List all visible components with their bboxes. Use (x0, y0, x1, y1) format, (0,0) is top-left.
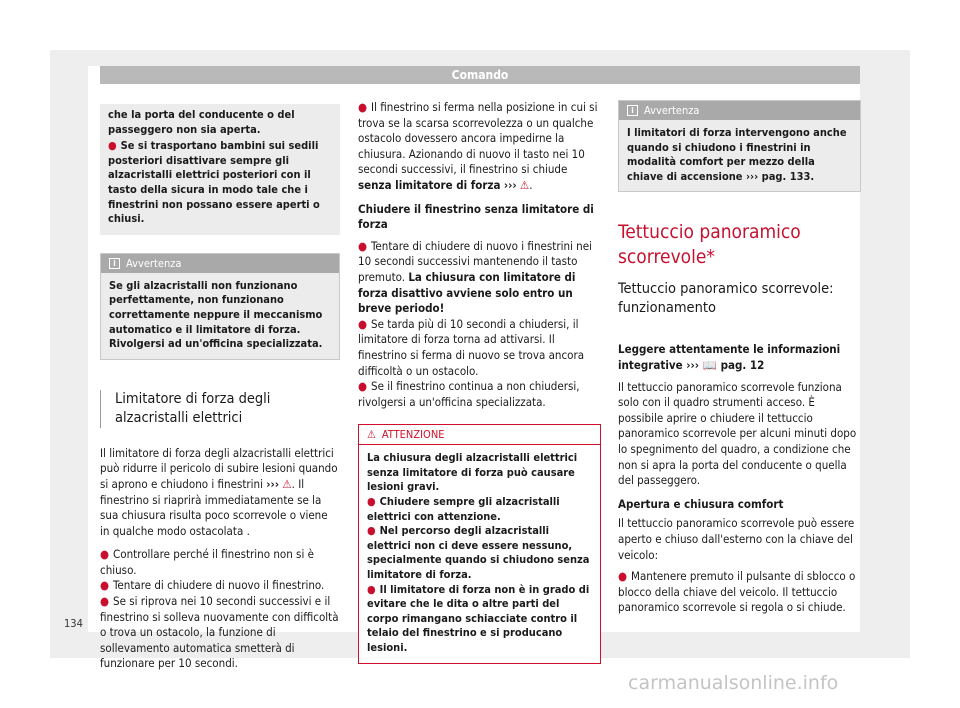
read-notice-text: Leggere attentamente le informazioni integrative (618, 342, 841, 372)
notice-body: Se gli alzacristalli non funzionano perfettamente, non funzionano correttamente neppure il meccanismo automatico e il limitatore di forza. Rivolgersi ad un'officina specializzata. (101, 273, 339, 359)
list-item-text: Se tarda più di 10 secondi a chiudersi, il limitatore di forza torna ad attivarsi. Il finestrino si ferma di nuovo se trova ancora difficoltà o un ostacolo. (358, 316, 585, 378)
column-1 (100, 104, 340, 672)
list-item-text: Se si riprova nei 10 secondi successivi e il finestrino si solleva nuovamente con difficoltà o trova un ostacolo, la funzione di sollevamento automatica smetterà di funzionare per 10 secondi. (100, 594, 339, 671)
warning-triangle-icon: ⚠ (519, 177, 530, 192)
watermark: carmanualsonline.info (628, 672, 839, 694)
list-item-text: Mantenere premuto il pulsante di sblocco o blocco della chiave del veicolo. Il tettuccio panoramico scorrevole si regola o si chiude. (618, 569, 856, 615)
caution-body (359, 445, 600, 662)
caution-item-text: Chiudere sempre gli alzacristalli elettrici con attenzione. (367, 495, 560, 523)
caution-intro: La chiusura degli alzacristalli elettrici senza limitatore di forza può causare lesioni gravi. (367, 451, 578, 494)
section-header: Comando (100, 66, 860, 84)
paragraph-text: Il limitatore di forza degli alzacristalli elettrici può ridurre il pericolo di subire lesioni quando si aprono e chiudono i finestrini (100, 445, 338, 491)
subheading: Chiudere il finestrino senza limitatore di forza (358, 201, 594, 232)
bullet-icon: ● (108, 139, 117, 153)
caution-item (367, 495, 592, 524)
notice-box-2 (618, 100, 861, 192)
bullet-icon: ● (367, 582, 376, 596)
warning-triangle-icon: ⚠ (282, 476, 292, 491)
page-ref-link[interactable]: pag. 12 (720, 357, 765, 372)
list-item-text: Tentare di chiudere di nuovo il finestrino. (113, 578, 325, 593)
list-item-text: Se il finestrino continua a non chiudersi, rivolgersi a un'officina specializzata. (358, 379, 580, 409)
list-item (358, 239, 601, 317)
caution-header (359, 425, 600, 445)
chapter-heading: Tettuccio panoramico scorrevole* (618, 221, 801, 269)
list-item-text: Il finestrino si ferma nella posizione in cui si trova se la scarsa scorrevolezza o un qualche ostacolo dovessero ancora impedirne la chiusura. Azionando di nuovo il tasto nei 10 secondi successivi, il finestrino si chiude (358, 100, 598, 177)
bullet-icon: ● (358, 379, 368, 394)
caution-title: ATTENZIONE (381, 428, 445, 442)
ref-arrows: ››› (745, 169, 759, 183)
notice-header (619, 101, 860, 120)
list-item: ● Il finestrino si ferma nella posizione in cui si trova se la scarsa scorrevolezza o un qualche ostacolo dovessero ancora impedirne la chiusura. Azionando di nuovo il tasto nei 10 secondi successivi, il finestrino si chiude senza limitatore di forza ››› ⚠. (358, 100, 598, 192)
warning-bullet-kids (108, 139, 332, 227)
bullet-icon: ● (358, 100, 368, 114)
paragraph (100, 446, 340, 540)
bullet-icon: ● (367, 495, 376, 509)
section-heading: Tettuccio panoramico scorrevole: funzionamento (618, 281, 834, 317)
bullet-icon: ● (100, 594, 110, 609)
caution-item (367, 524, 592, 582)
bullet-icon: ● (358, 316, 368, 331)
bullet-icon: ● (100, 547, 110, 562)
caution-item-text: Nel percorso degli alzacristalli elettrici non ci deve essere nessuno, specialmente quando si chiudono senza limitatore di forza. (367, 524, 590, 582)
list-item-bold: senza limitatore di forza (358, 177, 501, 192)
ref-arrows: ››› (686, 357, 700, 372)
list-item (100, 547, 340, 578)
notice-box-1 (100, 253, 340, 360)
paragraph: Il tettuccio panoramico scorrevole può essere aperto e chiuso dall'esterno con la chiave del veicolo: (618, 516, 855, 562)
list-item (100, 594, 340, 672)
column-2 (358, 100, 601, 664)
bullet-icon: ● (358, 238, 368, 253)
subheading: Apertura e chiusura comfort (618, 496, 784, 511)
warning-continuation-text: che la porta del conducente o del passeggero non sia aperta. (108, 108, 295, 136)
list-item (618, 569, 861, 616)
paragraph: Il tettuccio panoramico scorrevole funziona solo con il quadro strumenti acceso. È possibile aprire o chiudere il tettuccio panoramico scorrevole per alcuni minuti dopo lo spegnimento del quadro, a condizione che non si apra la porta del conducente o quella del passeggero. (618, 379, 857, 488)
list-item-text: Controllare perché il finestrino non si è chiuso. (100, 547, 314, 577)
notice-text: I limitatori di forza intervengono anche quando si chiudono i finestrini in modalità comfort per mezzo della chiave di accensione (627, 126, 847, 183)
bullet-icon: ● (100, 578, 110, 593)
section-heading: Limitatore di forza degli alzacristalli elettrici (100, 390, 340, 428)
info-icon: i (109, 258, 120, 269)
caution-box (358, 424, 601, 663)
read-notice (618, 342, 861, 373)
page-ref-link[interactable]: pag. 133 (761, 169, 811, 183)
bullet-icon: ● (618, 569, 628, 584)
list-item (100, 578, 340, 594)
warning-triangle-icon: ⚠ (367, 428, 376, 442)
notice-title: Avvertenza (644, 104, 700, 117)
ref-arrows: ››› (503, 177, 517, 192)
paragraph-text-cont: . Il finestrino si riaprirà immediatamente se la sua chiusura risulta poco scorrevole o viene in qualche modo ostacolata . (100, 476, 328, 538)
warning-bullet-text: Se si trasportano bambini sui sedili posteriori disattivare sempre gli alzacristalli elettrici posteriori con il tasto della sicura in modo tale che i finestrini non possano essere aperti o chiusi. (108, 139, 320, 226)
list-item-bold: La chiusura con limitatore di forza disattivo avviene solo entro un breve periodo! (358, 269, 576, 316)
warning-continuation (100, 104, 340, 235)
caution-item-text: Il limitatore di forza non è in grado di evitare che le dita o altre parti del corpo rimangano schiacciate contro il telaio del finestrino e si producano lesioni. (367, 582, 590, 654)
ref-arrows: ››› (266, 476, 280, 491)
bullet-icon: ● (367, 524, 376, 538)
notice-header (101, 254, 339, 273)
list-item (358, 379, 601, 410)
list-item (358, 317, 601, 379)
page-number: 134 (64, 617, 83, 630)
list-item-text: Tentare di chiudere di nuovo i finestrini nei 10 secondi successivi mantenendo il tasto premuto. (358, 238, 592, 284)
book-icon: 📖 (702, 357, 717, 372)
column-3 (618, 100, 861, 616)
caution-item (367, 583, 592, 656)
info-icon: i (627, 105, 638, 116)
notice-body: I limitatori di forza intervengono anche quando si chiudono i finestrini in modalità comfort per mezzo della chiave di accensione ››› pag. 133. (619, 120, 860, 191)
notice-title: Avvertenza (126, 256, 182, 270)
